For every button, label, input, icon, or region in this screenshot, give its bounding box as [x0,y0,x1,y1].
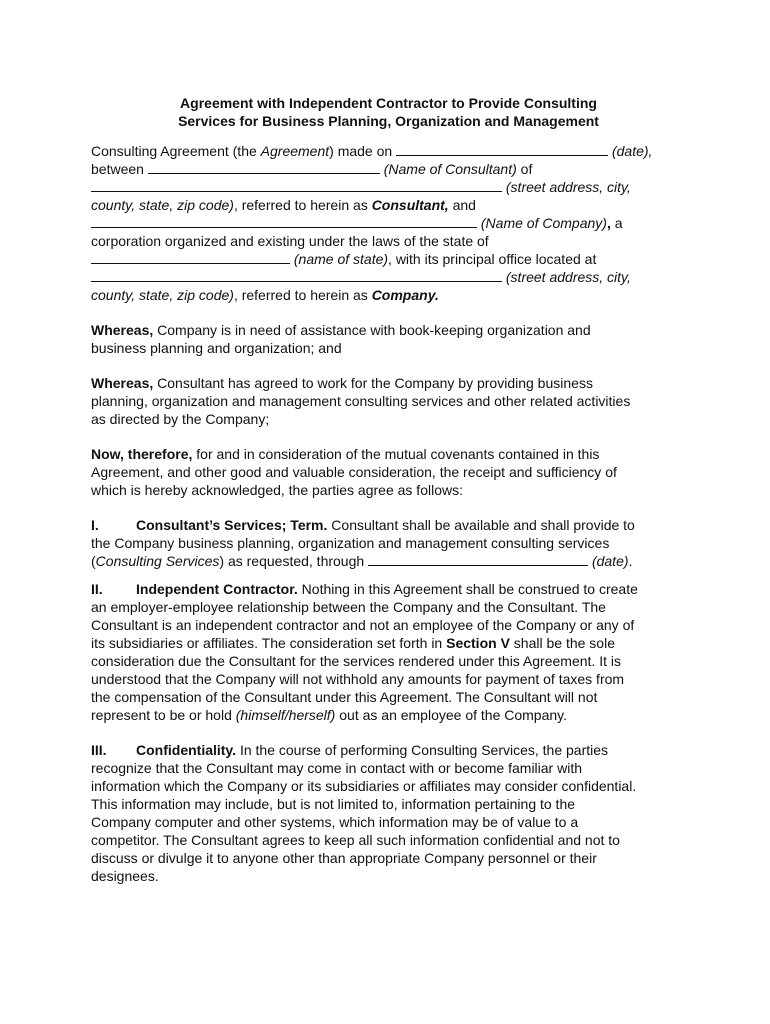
document-title [91,94,686,130]
section-1-paragraph [91,516,686,570]
county-label: county, state, zip code) [91,287,234,303]
paragraph-line: as directed by the Company; [91,411,270,427]
county-label: county, state, zip code) [91,197,234,213]
section-number: II. [91,581,103,597]
agreement-term: Agreement [260,143,330,159]
company-name-label: (Name of Company) [477,215,607,231]
text: Company is in need of assistance with book-keeping organization and [153,322,591,338]
text: between [91,161,148,177]
section-number: III. [91,742,107,758]
document-page [91,94,686,885]
date-blank[interactable] [396,143,608,156]
paragraph-line: Company computer and other systems, which information may be of value to a [91,814,579,830]
preamble-line [91,215,623,231]
text: , referred to herein as [233,197,372,213]
date-label: (date), [608,143,653,159]
preamble-line: corporation organized and existing under the laws of the state of [91,233,489,249]
paragraph-line: information which the Company or its subsidiaries or affiliates may consider confidential. [91,778,637,794]
title-line-2: Services for Business Planning, Organization and Management [178,113,599,129]
preamble-paragraph [91,142,686,304]
paragraph-line: business planning and organization; and [91,340,342,356]
end-date-blank[interactable] [368,553,588,566]
text: a [610,215,623,231]
consultant-term: Consultant, [371,197,449,213]
text: for and in consideration of the mutual covenants contained in this [192,446,600,462]
paragraph-line [91,517,635,533]
text: In the course of performing Consulting Services, the parties [236,742,609,758]
paragraph-line: consideration due the Consultant for the services rendered under this Agreement. It is [91,653,621,669]
preamble-line [91,251,596,267]
now-therefore-lead: Now, therefore, [91,446,193,462]
text: ) made on [329,143,397,159]
text: ( [91,553,96,569]
street-address-label: (street address, city, [502,269,631,285]
state-label: (name of state) [290,251,389,267]
paragraph-line [91,742,608,758]
section-2-paragraph [91,580,686,724]
text: Nothing in this Agreement shall be construed to create [297,581,638,597]
consultant-name-label: (Name of Consultant) [379,161,517,177]
text: represent to be or hold [91,707,236,723]
text: ) as requested, through [219,553,369,569]
section-heading: Confidentiality. [136,742,237,758]
consulting-services-term: Consulting Services [95,553,220,569]
paragraph-line [91,375,593,391]
paragraph-line: recognize that the Consultant may come in contact with or become familiar with [91,760,583,776]
date-label: (date) [588,553,629,569]
section-heading: Consultant’s Services; Term. [136,517,328,533]
paragraph-line [91,707,567,723]
preamble-line [91,179,631,195]
paragraph-line: Consultant is an independent contractor and not an employee of the Company or any of [91,617,635,633]
section-number: I. [91,517,99,533]
paragraph-line: an employer-employee relationship between the Company and the Consultant. The [91,599,606,615]
paragraph-line [91,322,591,338]
street-address-label: (street address, city, [502,179,631,195]
paragraph-line: the Company business planning, organization and management consulting services [91,535,610,551]
preamble-line [91,161,532,177]
text: of [516,161,533,177]
paragraph-line [91,553,632,569]
consultant-address-blank[interactable] [91,179,502,192]
paragraph-line [91,446,599,462]
now-therefore-paragraph [91,445,686,499]
text: Consultant shall be available and shall provide to [327,517,635,533]
preamble-line [91,287,439,303]
section-reference: Section V [446,635,510,651]
whereas-paragraph-1 [91,321,686,357]
paragraph-line: competitor. The Consultant agrees to keep all such information confidential and not to [91,832,620,848]
paragraph-line: Agreement, and other good and valuable consideration, the receipt and sufficiency of [91,464,617,480]
paragraph-line: planning, organization and management consulting services and other related activities [91,393,631,409]
paragraph-line [91,581,638,597]
whereas-lead: Whereas, [91,375,154,391]
title-line-1: Agreement with Independent Contractor to Provide Consulting [180,95,597,111]
text: , [606,215,611,231]
company-term: Company. [371,287,439,303]
text: Consulting Agreement (the [91,143,261,159]
paragraph-line: discuss or divulge it to anyone other than appropriate Company personnel or their [91,850,597,866]
consultant-name-blank[interactable] [148,161,380,174]
text: , with its principal office located at [388,251,597,267]
pronoun-placeholder: (himself/herself) [235,707,336,723]
text: . [628,553,633,569]
text: , referred to herein as [233,287,372,303]
text: and [448,197,476,213]
company-name-blank[interactable] [91,215,477,228]
preamble-line [91,197,476,213]
text: shall be the sole [509,635,615,651]
preamble-line [91,269,631,285]
section-3-paragraph [91,741,686,885]
paragraph-line [91,635,615,651]
paragraph-line: which is hereby acknowledged, the parties agree as follows: [91,482,463,498]
text: its subsidiaries or affiliates. The consideration set forth in [91,635,447,651]
company-address-blank[interactable] [91,269,502,282]
whereas-lead: Whereas, [91,322,154,338]
paragraph-line: understood that the Company will not withhold any amounts for payment of taxes from [91,671,625,687]
paragraph-line: designees. [91,868,159,884]
whereas-paragraph-2 [91,374,686,428]
text: Consultant has agreed to work for the Company by providing business [153,375,593,391]
preamble-line [91,143,652,159]
state-blank[interactable] [91,251,290,264]
text: out as an employee of the Company. [335,707,568,723]
paragraph-line: This information may include, but is not limited to, information pertaining to the [91,796,576,812]
paragraph-line: the compensation of the Consultant under this Agreement. The Consultant will not [91,689,598,705]
section-heading: Independent Contractor. [136,581,298,597]
